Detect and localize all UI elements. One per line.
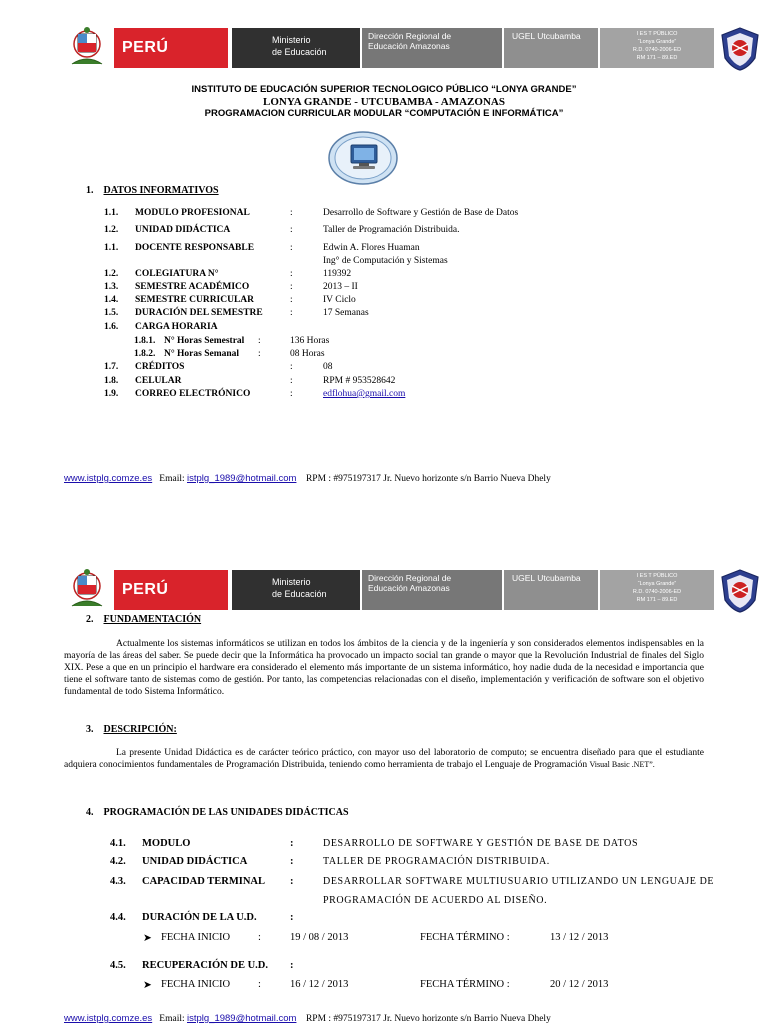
datos-row-value: 136 Horas: [290, 336, 330, 346]
document-titles: [60, 84, 708, 120]
datos-row-num: 1.8.1.: [134, 336, 156, 346]
email-link[interactable]: istplg_1989@hotmail.com: [187, 1013, 297, 1024]
iest-badge: I ES T PÚBLICO “Lonya Grande” R.D. 0740-2006-ED RM 171 – 89.ED: [600, 570, 714, 610]
datos-row-label: CELULAR: [135, 376, 182, 386]
recuperacion-termino-label: FECHA TÉRMINO :: [420, 979, 510, 990]
prog-row-num: 4.3.: [110, 876, 126, 887]
datos-row-num: 1.4.: [104, 295, 119, 305]
datos-row-value: RPM # 953528642: [323, 376, 396, 386]
section-4-heading: 4. PROGRAMACIÓN DE LAS UNIDADES DIDÁCTICAS: [86, 807, 349, 818]
datos-row-sep: :: [290, 269, 293, 279]
datos-row-label: SEMESTRE ACADÉMICO: [135, 282, 250, 292]
datos-row-num: 1.3.: [104, 282, 119, 292]
peru-badge: PERÚ: [114, 570, 232, 610]
datos-row-sep: :: [290, 295, 293, 305]
institute-crest-icon: [718, 568, 762, 614]
prog-row-value-2: PROGRAMACIÓN DE ACUERDO AL DISEÑO.: [323, 895, 548, 906]
prog-row-label: UNIDAD DIDÁCTICA: [142, 856, 248, 867]
datos-row-sep: :: [290, 389, 293, 399]
page-footer-2: www.istplg.comze.es Email: istplg_1989@hotmail.com RPM : #975197317 Jr. Nuevo horizonte s/n Barrio Nueva Dhely: [64, 1013, 551, 1024]
iest-badge: I ES T PÚBLICO “Lonya Grande” R.D. 0740-2006-ED RM 171 – 89.ED: [600, 28, 714, 68]
prog-row-value: DESARROLLAR SOFTWARE MULTIUSUARIO UTILIZANDO UN LENGUAJE DE: [323, 876, 715, 887]
dre-badge: Dirección Regional de Educación Amazonas: [362, 570, 502, 610]
datos-row-num: 1.7.: [104, 362, 119, 372]
arrow-bullet-icon: ➤: [143, 980, 152, 991]
datos-row-label: CARGA HORARIA: [135, 322, 218, 332]
datos-row-sep: :: [290, 362, 293, 372]
duracion-inicio-label: FECHA INICIO: [161, 932, 231, 943]
datos-row-label: UNIDAD DIDÁCTICA: [135, 225, 231, 235]
datos-row-label: CRÉDITOS: [135, 362, 185, 372]
datos-row-num: 1.9.: [104, 389, 119, 399]
datos-row-value: 08: [323, 362, 333, 372]
ministry-badge: Ministerio de Educación: [232, 28, 360, 68]
prog-row-sep: :: [290, 856, 294, 867]
peru-badge: PERÚ: [114, 28, 232, 68]
datos-row-sep: :: [290, 225, 293, 235]
institute-crest-icon: [718, 26, 762, 72]
duracion-termino-label: FECHA TÉRMINO :: [420, 932, 510, 943]
page-footer-1: www.istplg.comze.es Email: istplg_1989@hotmail.com RPM : #975197317 Jr. Nuevo horizonte s/n Barrio Nueva Dhely: [64, 473, 551, 484]
prog-row-label: MODULO: [142, 838, 191, 849]
peru-coat-of-arms-icon: [64, 566, 110, 614]
institute-title: INSTITUTO DE EDUCACIÓN SUPERIOR TECNOLOGICO PÚBLICO “LONYA GRANDE”: [191, 84, 577, 95]
datos-row-sep: :: [290, 282, 293, 292]
datos-row-num: 1.8.2.: [134, 349, 156, 359]
recuperacion-num: 4.5.: [110, 960, 126, 971]
recuperacion-termino-date: 20 / 12 / 2013: [550, 979, 609, 990]
duracion-termino-date: 13 / 12 / 2013: [550, 932, 609, 943]
datos-row-sep: :: [290, 376, 293, 386]
datos-row-num: 1.5.: [104, 308, 119, 318]
section-3-heading: 3. DESCRIPCIÓN:: [86, 724, 177, 735]
datos-row-num: 1.1.: [104, 243, 119, 253]
datos-row-sep: :: [258, 336, 261, 346]
datos-row-num: 1.6.: [104, 322, 119, 332]
header-banner-2: [64, 566, 704, 614]
duracion-num: 4.4.: [110, 912, 126, 923]
fundamentacion-text: Actualmente los sistemas informáticos se utilizan en todos los ámbitos de la ciencia y de la ingeniería y son considerados elementos indispensables en la mayoría de las áreas del saber. Se puede decir que la Informática ha provocado un impacto social tan grande o mayor que la Revolución Industrial de finales del Siglo XIX. Pese a que en un principio el hardware era considerado el elemento más importante de un sistema informático, hoy nadie duda de la necesidad e importancia que tiene el software tanto de sistemas como de gestión. Por tanto, las competencias relacionadas con el diseño, implementación y verificación de software son el objetivo fundamental de todo Sistema Informático.: [64, 639, 704, 697]
datos-row-value-2: Ing° de Computación y Sistemas: [323, 256, 448, 266]
recuperacion-inicio-label: FECHA INICIO: [161, 979, 231, 990]
datos-row-value: 2013 – II: [323, 282, 358, 292]
prog-row-num: 4.2.: [110, 856, 126, 867]
datos-row-num: 1.1.: [104, 208, 119, 218]
datos-row-label: DOCENTE RESPONSABLE: [135, 243, 255, 253]
datos-row-label: N° Horas Semanal: [164, 349, 240, 359]
duracion-inicio-sep: :: [258, 932, 261, 943]
section-2-heading: 2. FUNDAMENTACIÓN: [86, 614, 202, 625]
ministry-badge: Ministerio de Educación: [232, 570, 360, 610]
datos-row-sep: :: [290, 243, 293, 253]
prog-row-num: 4.1.: [110, 838, 126, 849]
email-link[interactable]: istplg_1989@hotmail.com: [187, 473, 297, 484]
datos-row-label: CORREO ELECTRÓNICO: [135, 389, 251, 399]
prog-row-value: TALLER DE PROGRAMACIÓN DISTRIBUIDA.: [323, 856, 550, 867]
recuperacion-inicio-date: 16 / 12 / 2013: [290, 979, 349, 990]
prog-row-sep: :: [290, 838, 294, 849]
datos-row-value: Edwin A. Flores Huaman: [323, 243, 420, 253]
website-link[interactable]: www.istplg.comze.es: [64, 1013, 153, 1024]
website-link[interactable]: www.istplg.comze.es: [64, 473, 153, 484]
datos-row-sep: :: [290, 208, 293, 218]
duracion-sep: :: [290, 912, 294, 923]
duracion-inicio-date: 19 / 08 / 2013: [290, 932, 349, 943]
datos-row-value: 17 Semanas: [323, 308, 369, 318]
datos-row-label: COLEGIATURA N°: [135, 269, 219, 279]
datos-row-num: 1.2.: [104, 225, 119, 235]
prog-row-value: DESARROLLO DE SOFTWARE Y GESTIÓN DE BASE DE DATOS: [323, 838, 639, 849]
datos-row-value: IV Ciclo: [323, 295, 356, 305]
recuperacion-label: RECUPERACIÓN DE U.D.: [142, 960, 269, 971]
peru-coat-of-arms-icon: [64, 24, 110, 72]
ugel-badge: UGEL Utcubamba: [504, 28, 598, 68]
datos-row-value: 08 Horas: [290, 349, 325, 359]
contact-email-link[interactable]: edflohua@gmail.com: [323, 389, 406, 399]
descripcion-text: La presente Unidad Didáctica es de carácter teórico práctico, con mayor uso del laboratorio de computo; se encuentra diseñado para que el estudiante adquiera conocimientos fundamentales de Programación Distribuida, teniendo como herramienta de trabajo el Lenguaje de Programación Visual Basic .NET”.: [64, 748, 704, 770]
dre-badge: Dirección Regional de Educación Amazonas: [362, 28, 502, 68]
prog-row-sep: :: [290, 876, 294, 887]
ugel-badge: UGEL Utcubamba: [504, 570, 598, 610]
datos-row-sep: :: [258, 349, 261, 359]
duracion-label: DURACIÓN DE LA U.D.: [142, 912, 257, 923]
datos-row-label: N° Horas Semestral: [164, 336, 245, 346]
datos-row-sep: :: [290, 308, 293, 318]
computer-logo-icon: [327, 130, 399, 186]
datos-row-label: MODULO PROFESIONAL: [135, 208, 250, 218]
prog-row-label: CAPACIDAD TERMINAL: [142, 876, 265, 887]
datos-row-value: Taller de Programación Distribuida.: [323, 225, 460, 235]
datos-row-value: 119392: [323, 269, 352, 279]
datos-row-num: 1.8.: [104, 376, 119, 386]
recuperacion-sep: :: [290, 960, 294, 971]
datos-row-num: 1.2.: [104, 269, 119, 279]
section-1-heading: 1. DATOS INFORMATIVOS: [86, 185, 219, 196]
program-title: PROGRAMACION CURRICULAR MODULAR “COMPUTACIÓN E INFORMÁTICA”: [204, 108, 564, 119]
header-banner-1: [64, 24, 704, 72]
datos-row-value: Desarrollo de Software y Gestión de Base de Datos: [323, 208, 519, 218]
arrow-bullet-icon: ➤: [143, 933, 152, 944]
recuperacion-inicio-sep: :: [258, 979, 261, 990]
datos-row-label: DURACIÓN DEL SEMESTRE: [135, 308, 263, 318]
location-title: LONYA GRANDE - UTCUBAMBA - AMAZONAS: [263, 96, 505, 108]
datos-row-label: SEMESTRE CURRICULAR: [135, 295, 255, 305]
